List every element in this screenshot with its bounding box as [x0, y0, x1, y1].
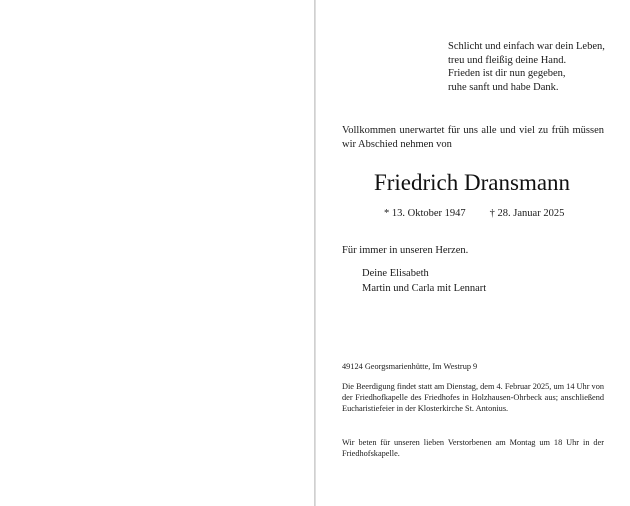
intro-text: Vollkommen unerwartet für uns alle und viel zu früh müssen wir Abschied nehmen von: [342, 125, 604, 150]
poem: [448, 40, 605, 94]
family-member: Martin und Carla mit Lennart: [362, 282, 487, 294]
prayer-notice: Wir beten für unseren lieben Verstorbenen am Montag um 18 Uhr in der Friedhofskapelle.: [342, 438, 604, 459]
closing-line: Für immer in unseren Herzen.: [342, 245, 469, 256]
death-date: † 28. Januar 2025: [489, 208, 565, 219]
deceased-name: Friedrich Dransmann: [373, 170, 571, 195]
poem-line: treu und fleißig deine Hand.: [448, 54, 567, 66]
birth-date: * 13. Oktober 1947: [384, 208, 466, 219]
family-member: Deine Elisabeth: [362, 268, 429, 279]
poem-line: Frieden ist dir nun gegeben,: [448, 68, 566, 79]
life-dates: [384, 207, 564, 220]
poem-line: Schlicht und einfach war dein Leben,: [448, 41, 605, 52]
address: 49124 Georgsmarienhütte, Im Westrup 9: [342, 362, 478, 371]
poem-line: ruhe sanft und habe Dank.: [448, 81, 559, 93]
family-signatures: [362, 267, 486, 296]
funeral-notice: Die Beerdigung findet statt am Dienstag, dem 4. Februar 2025, um 14 Uhr von der Friedhofkapelle des Friedhofes in Holzhausen-Ohrbeck aus; anschließend Eucharistiefeier in der Klosterkirche St. Antonius.: [342, 382, 604, 414]
